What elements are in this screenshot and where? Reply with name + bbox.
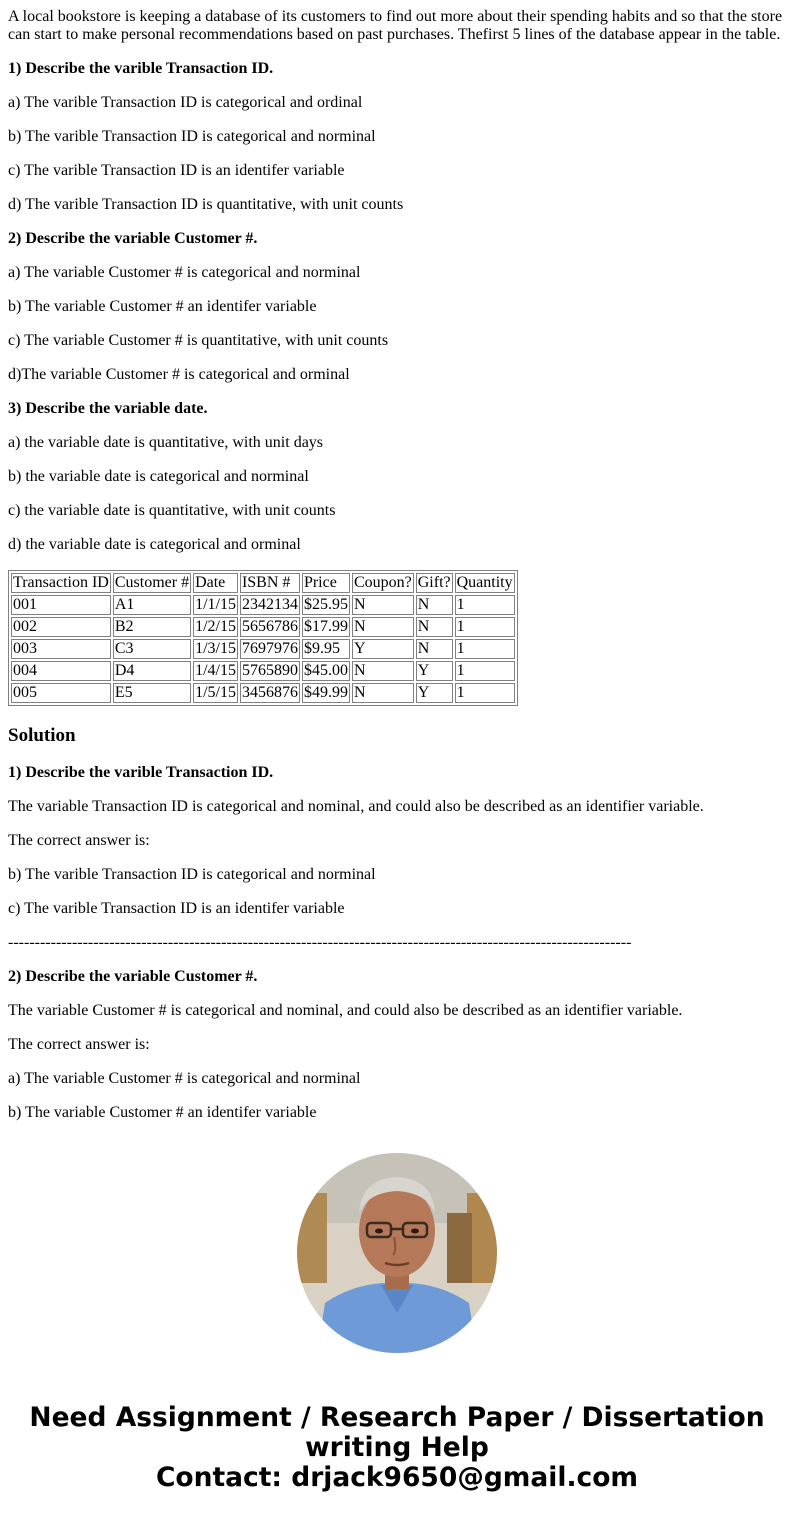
table-cell: Y (416, 661, 453, 681)
separator-line: --------------------------------------------------------------------------------------------------------------------- (8, 934, 632, 951)
table-header-cell: Date (193, 573, 238, 593)
table-cell: 003 (11, 639, 111, 659)
table-cell: 7697976 (241, 640, 298, 657)
table-cell: N (416, 639, 453, 659)
promo-line-2: writing Help (305, 1432, 489, 1463)
table-cell: N (416, 617, 453, 637)
table-cell: 1/5/15 (195, 684, 236, 701)
table-row (11, 595, 515, 615)
table-cell: 1/1/15 (195, 596, 236, 613)
table-cell: 1/2/15 (195, 618, 236, 635)
solution-q1-answer-b: b) The varible Transaction ID is categorical and norminal (8, 866, 376, 883)
table-cell: 1 (455, 617, 515, 637)
solution-q2-explanation: The variable Customer # is categorical and nominal, and could also be described as an identifier variable. (8, 1002, 683, 1019)
question-1-title: 1) Describe the varible Transaction ID. (8, 60, 274, 77)
table-cell: N (352, 661, 414, 681)
question-2-title: 2) Describe the variable Customer #. (8, 230, 258, 247)
table-header-cell: Coupon? (353, 574, 412, 591)
table-header-cell: Gift? (417, 574, 451, 591)
table-header-cell: Customer # (114, 574, 190, 591)
question-2-option-b: b) The variable Customer # an identifer variable (8, 298, 317, 315)
question-3-option-a: a) the variable date is quantitative, with unit days (8, 434, 324, 451)
question-1-option-a: a) The varible Transaction ID is categorical and ordinal (8, 94, 363, 111)
question-3-option-d: d) the variable date is categorical and orminal (8, 536, 301, 553)
table-header-cell: Quantity (456, 574, 513, 591)
table-cell: 1 (455, 595, 515, 615)
table-cell: 5656786 (241, 618, 298, 635)
promo-line-1: Need Assignment / Research Paper / Dissertation (29, 1402, 765, 1433)
table-cell: E5 (113, 683, 191, 703)
table-cell: Y (352, 639, 414, 659)
question-1-option-c: c) The varible Transaction ID is an identifer variable (8, 162, 345, 179)
table-cell: 004 (11, 661, 111, 681)
table-cell: C3 (113, 639, 191, 659)
table-cell: 005 (11, 683, 111, 703)
table-cell: N (352, 617, 414, 637)
solution-q1-answer-c: c) The varible Transaction ID is an identifer variable (8, 900, 345, 917)
author-avatar (297, 1153, 497, 1353)
promo-contact: Contact: drjack9650@gmail.com (155, 1462, 639, 1493)
table-cell: 1 (455, 683, 515, 703)
table-header-cell: Transaction ID (13, 574, 109, 591)
solution-q1-explanation: The variable Transaction ID is categorical and nominal, and could also be described as an identifier variable. (8, 798, 704, 815)
table-header-row (11, 573, 515, 593)
table-cell: 002 (11, 617, 111, 637)
table-row (11, 639, 515, 659)
solution-q2-answer-b: b) The variable Customer # an identifer variable (8, 1104, 317, 1121)
table-cell: 1/4/15 (195, 662, 236, 679)
table-cell: 1 (455, 639, 515, 659)
solution-q1-title: 1) Describe the varible Transaction ID. (8, 764, 274, 781)
table-cell: 5765890 (241, 662, 298, 679)
solution-q1-correct-label: The correct answer is: (8, 832, 150, 849)
question-2-option-d: d)The variable Customer # is categorical and orminal (8, 366, 350, 383)
solution-q2-answer-a: a) The variable Customer # is categorical and norminal (8, 1070, 361, 1087)
table-cell: 2342134 (241, 596, 298, 613)
table-cell: D4 (113, 661, 191, 681)
table-cell: 1/3/15 (195, 640, 236, 657)
table-row (11, 617, 515, 637)
page-content (8, 8, 786, 1138)
question-1-option-b: b) The varible Transaction ID is categorical and norminal (8, 128, 376, 145)
table-header-cell: ISBN # (240, 573, 300, 593)
table-row (11, 661, 515, 681)
table-cell: Y (416, 683, 453, 703)
table-cell: 001 (11, 595, 111, 615)
transactions-table (8, 570, 518, 706)
intro-paragraph: A local bookstore is keeping a database of its customers to find out more about their spending habits and so that the store can start to make personal recommendations based on past purchases. Thefirst 5 lines of the database appear in the table. (8, 8, 783, 43)
person-portrait-icon (297, 1153, 497, 1353)
table-cell: N (416, 595, 453, 615)
solution-q2-correct-label: The correct answer is: (8, 1036, 150, 1053)
promo-banner (0, 1403, 794, 1493)
table-cell: $25.95 (303, 596, 348, 613)
question-3-title: 3) Describe the variable date. (8, 400, 208, 417)
table-cell: $49.99 (303, 684, 348, 701)
table-row (11, 683, 515, 703)
question-1-option-d: d) The varible Transaction ID is quantitative, with unit counts (8, 196, 404, 213)
question-3-option-b: b) the variable date is categorical and norminal (8, 468, 309, 485)
table-cell: B2 (113, 617, 191, 637)
table-cell: $9.95 (302, 639, 350, 659)
table-header-cell: Price (302, 573, 350, 593)
question-2-option-a: a) The variable Customer # is categorical and norminal (8, 264, 361, 281)
table-cell: $45.00 (303, 662, 348, 679)
table-cell: N (352, 595, 414, 615)
table-cell: 1 (455, 661, 515, 681)
question-3-option-c: c) the variable date is quantitative, with unit counts (8, 502, 336, 519)
table-cell: 3456876 (241, 684, 298, 701)
table-cell: $17.99 (303, 618, 348, 635)
solution-heading: Solution (8, 725, 76, 746)
question-2-option-c: c) The variable Customer # is quantitative, with unit counts (8, 332, 389, 349)
solution-q2-title: 2) Describe the variable Customer #. (8, 968, 258, 985)
table-cell: N (352, 683, 414, 703)
table-cell: A1 (113, 595, 191, 615)
